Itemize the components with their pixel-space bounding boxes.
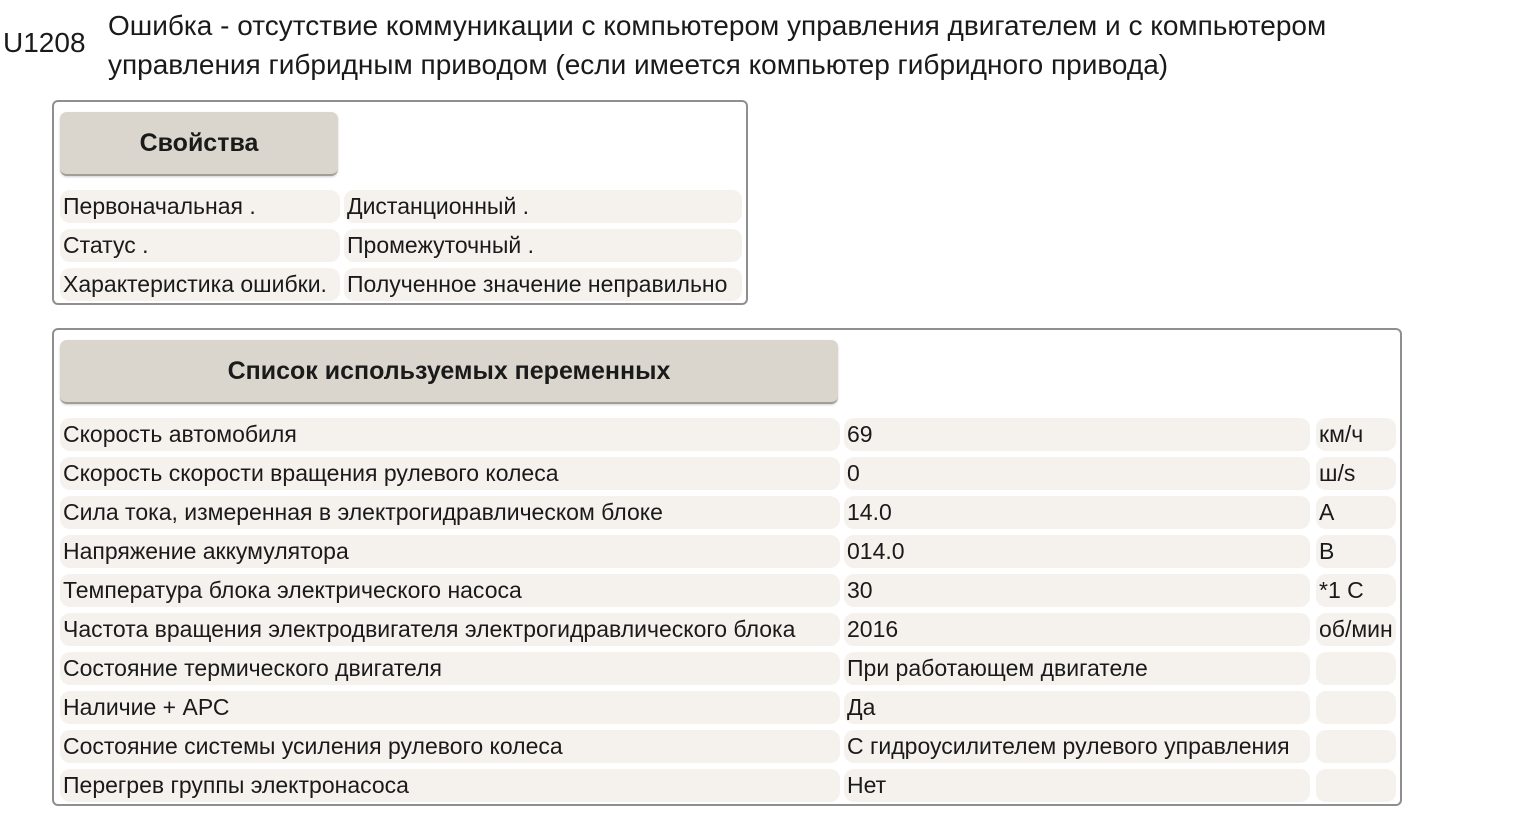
- variable-unit: A: [1316, 496, 1396, 529]
- variable-unit: [1316, 730, 1396, 763]
- variable-name: Состояние системы усиления рулевого колеса: [60, 730, 840, 763]
- property-value: Дистанционный .: [344, 190, 742, 223]
- variable-unit: В: [1316, 535, 1396, 568]
- variable-row: [60, 571, 1396, 610]
- variable-name: Напряжение аккумулятора: [60, 535, 840, 568]
- property-label: Первоначальная .: [60, 190, 340, 223]
- variables-header: Список используемых переменных: [60, 340, 838, 404]
- properties-row: [60, 187, 742, 226]
- variable-value: 0: [844, 457, 1310, 490]
- variable-value: С гидроусилителем рулевого управления: [844, 730, 1310, 763]
- variable-unit: [1316, 769, 1396, 802]
- properties-row: [60, 226, 742, 265]
- variable-unit: [1316, 652, 1396, 685]
- variable-value: 30: [844, 574, 1310, 607]
- property-value: Полученное значение неправильно: [344, 268, 742, 301]
- variable-value: Нет: [844, 769, 1310, 802]
- variable-row: [60, 727, 1396, 766]
- variable-row: [60, 610, 1396, 649]
- variable-row: [60, 415, 1396, 454]
- variable-row: [60, 532, 1396, 571]
- properties-panel: [52, 100, 748, 305]
- properties-header: Свойства: [60, 112, 338, 176]
- property-label: Характеристика ошибки.: [60, 268, 340, 301]
- variable-unit: об/мин: [1316, 613, 1396, 646]
- variable-name: Состояние термического двигателя: [60, 652, 840, 685]
- properties-table: [60, 187, 742, 304]
- variable-name: Перегрев группы электронасоса: [60, 769, 840, 802]
- fault-code: U1208: [3, 27, 86, 58]
- variables-table: [60, 415, 1396, 805]
- fault-title: [108, 6, 1508, 84]
- variable-row: [60, 454, 1396, 493]
- variable-value: Да: [844, 691, 1310, 724]
- variable-value: 014.0: [844, 535, 1310, 568]
- variable-unit: км/ч: [1316, 418, 1396, 451]
- fault-title-line-1: Ошибка - отсутствие коммуникации с компьютером управления двигателем и с компьютером: [108, 10, 1327, 41]
- variable-name: Наличие + АРС: [60, 691, 840, 724]
- variable-unit: ш/s: [1316, 457, 1396, 490]
- variable-name: Частота вращения электродвигателя электрогидравлического блока: [60, 613, 840, 646]
- variable-row: [60, 688, 1396, 727]
- variable-value: 2016: [844, 613, 1310, 646]
- variable-name: Скорость скорости вращения рулевого колеса: [60, 457, 840, 490]
- variable-name: Температура блока электрического насоса: [60, 574, 840, 607]
- variable-value: 14.0: [844, 496, 1310, 529]
- variables-panel: [52, 328, 1402, 806]
- property-label: Статус .: [60, 229, 340, 262]
- variable-unit: [1316, 691, 1396, 724]
- variable-value: При работающем двигателе: [844, 652, 1310, 685]
- variable-name: Сила тока, измеренная в электрогидравлическом блоке: [60, 496, 840, 529]
- variable-row: [60, 493, 1396, 532]
- variable-value: 69: [844, 418, 1310, 451]
- variable-unit: *1 С: [1316, 574, 1396, 607]
- fault-title-line-2: управления гибридным приводом (если имеется компьютер гибридного привода): [108, 49, 1169, 80]
- variable-name: Скорость автомобиля: [60, 418, 840, 451]
- properties-row: [60, 265, 742, 304]
- variable-row: [60, 766, 1396, 805]
- property-value: Промежуточный .: [344, 229, 742, 262]
- variable-row: [60, 649, 1396, 688]
